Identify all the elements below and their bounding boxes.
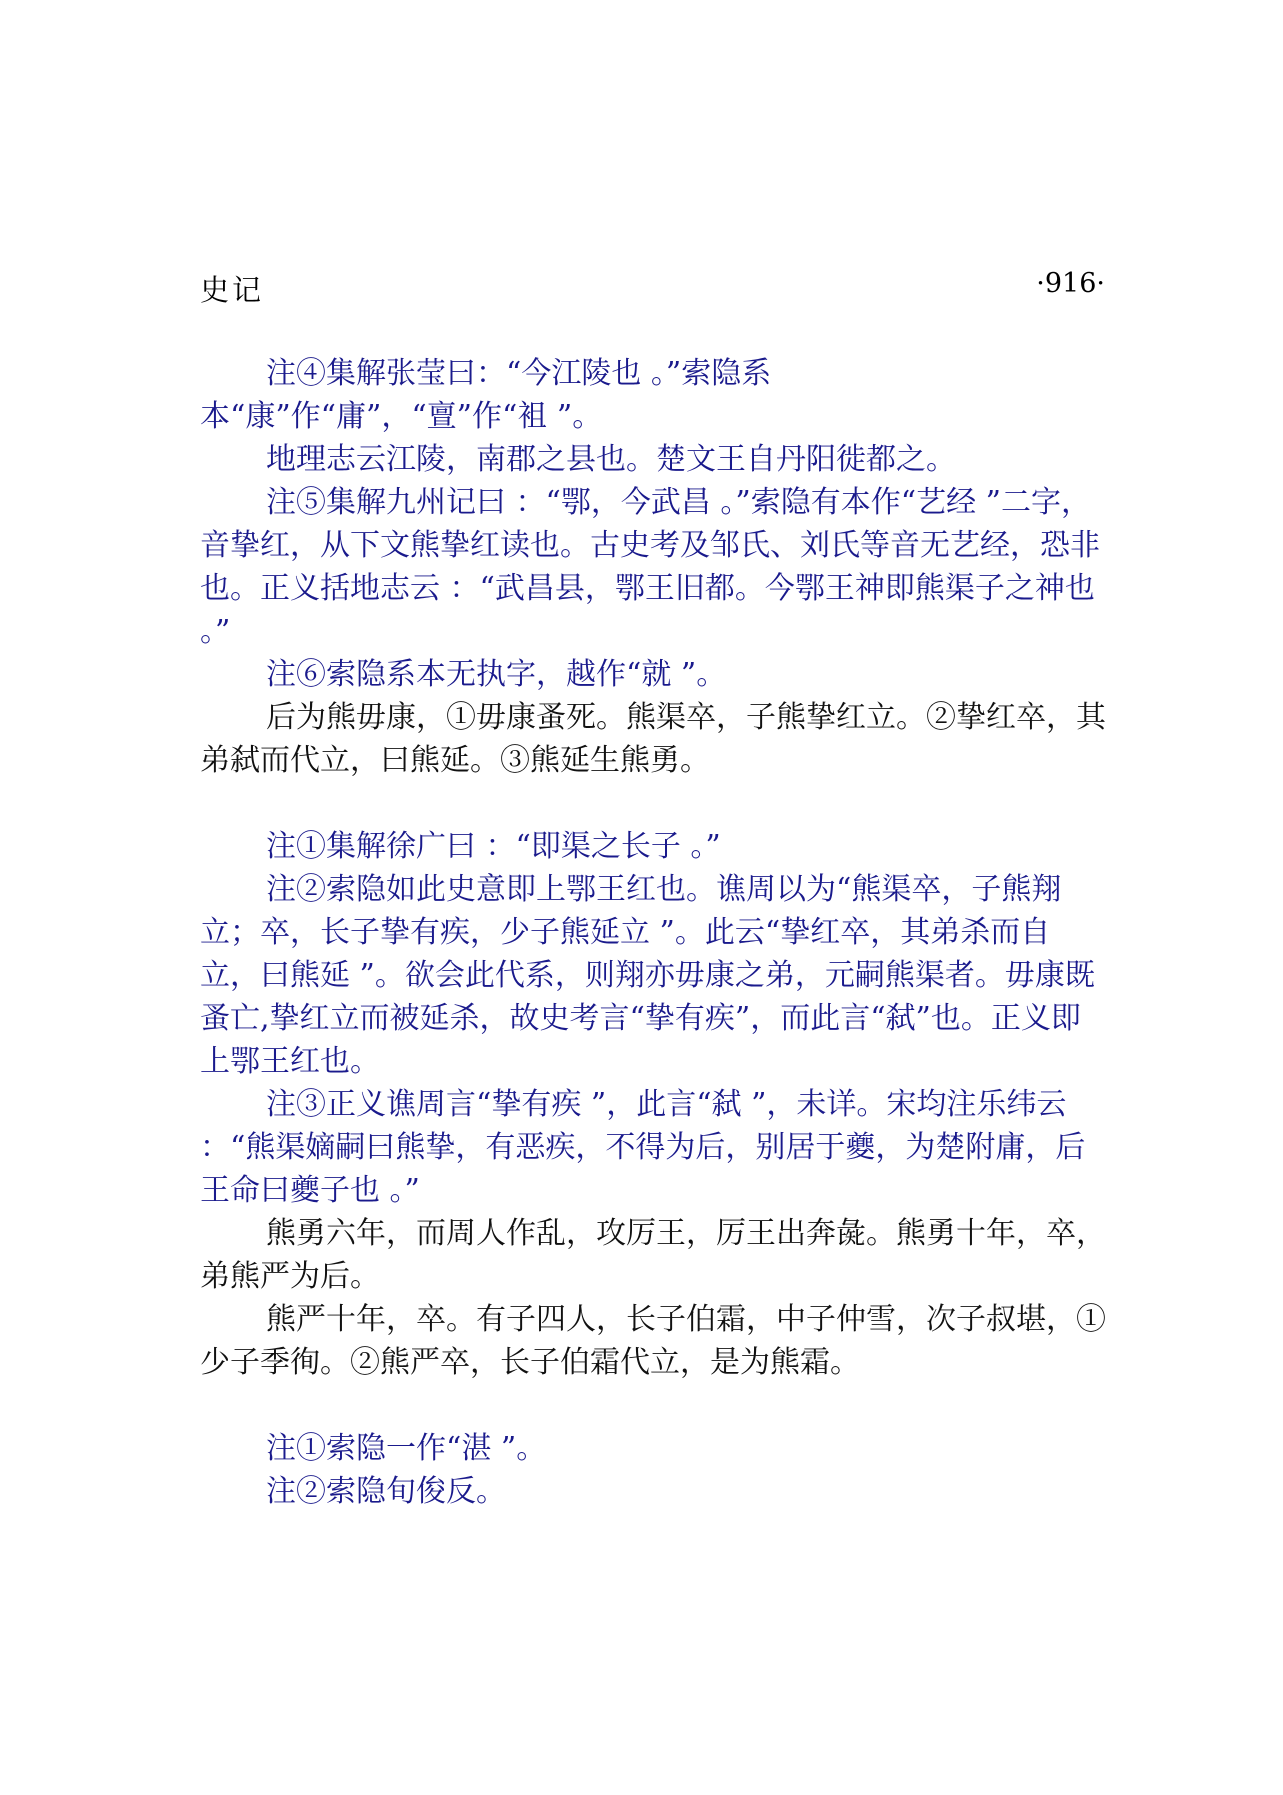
page-number: ·916· (1036, 268, 1105, 299)
annotation-paragraph: 地理志云江陵，南郡之县也。楚文王自丹阳徙都之。 (266, 442, 956, 477)
annotation-paragraph: 注⑤集解九州记曰 ：“鄂，今武昌 。”索隐有本作“艺经 ”二字，音挚红，从下文熊挚红读也。古史考及邹氏、刘氏等音无艺经，恐非也。正义括地志云 ：“武昌县，鄂王旧都。今鄂王神即熊渠子之神也 。” (200, 485, 1105, 649)
annotation-paragraph: 注②索隐旬俊反。 (266, 1474, 506, 1509)
paragraph-gap (200, 1384, 1110, 1427)
main-text-paragraph: 熊勇六年，而周人作乱，攻厉王，厉王出奔彘。熊勇十年，卒，弟熊严为后。 (200, 1216, 1106, 1294)
annotation-paragraph: 注④集解张莹曰：“今江陵也 。”索隐系本“康”作“庸”，“亶”作“袓 ”。 (200, 356, 772, 434)
book-title: 史记 (200, 273, 265, 307)
annotation-paragraph: 注①索隐一作“湛 ”。 (266, 1431, 547, 1466)
text-body (200, 352, 1110, 1513)
annotation-paragraph: 注①集解徐广曰 ：“即渠之长子 。” (266, 829, 721, 864)
paragraph-gap (200, 782, 1110, 825)
main-text-paragraph: 后为熊毋康，①毋康蚤死。熊渠卒，子熊挚红立。②挚红卒，其弟弑而代立，曰熊延。③熊延生熊勇。 (200, 700, 1106, 778)
main-text-paragraph: 熊严十年，卒。有子四人，长子伯霜，中子仲雪，次子叔堪，①少子季徇。②熊严卒，长子伯霜代立，是为熊霜。 (200, 1302, 1106, 1380)
page-header (200, 268, 1105, 312)
annotation-paragraph: 注②索隐如此史意即上鄂王红也。谯周以为“熊渠卒，子熊翔立；卒，长子挚有疾，少子熊延立 ”。此云“挚红卒，其弟杀而自立，曰熊延 ”。欲会此代系，则翔亦毋康之弟，元嗣熊渠者。毋康既蚤亡,挚红立而被延杀，故史考言“挚有疾”，而此言“弑”也。正义即上鄂王红也。 (200, 872, 1095, 1079)
annotation-paragraph: 注⑥索隐系本无执字，越作“就 ”。 (266, 657, 727, 692)
annotation-paragraph: 注③正义谯周言“挚有疾 ”，此言“弑 ”，未详。宋均注乐纬云 ：“熊渠嫡嗣曰熊挚，有恶疾，不得为后，别居于夔，为楚附庸，后王命曰夔子也 。” (200, 1087, 1086, 1208)
